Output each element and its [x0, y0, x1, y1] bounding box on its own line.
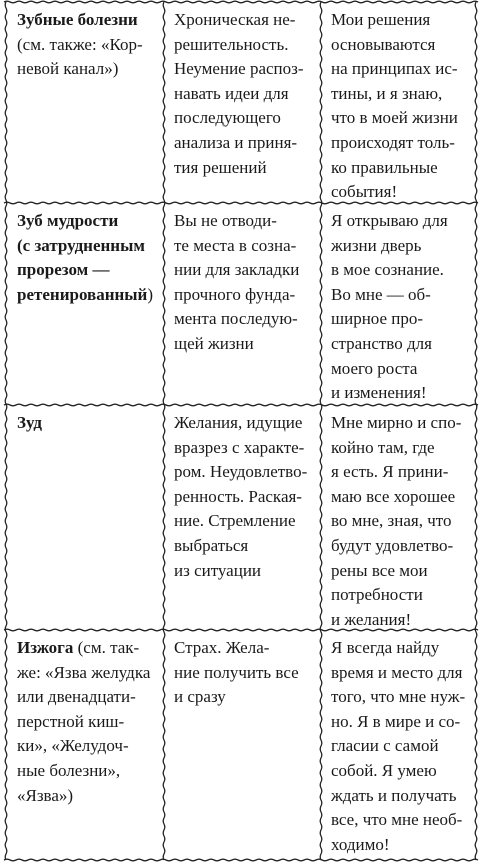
vertical-rule [475, 2, 477, 860]
vertical-rule [320, 2, 322, 860]
cause-cell: Вы не отводи- те места в созна- нии для закладки прочного фунда- мента последую- щей жизни [174, 211, 300, 353]
disease-note: (см. так- же: «Язва желудка или двенадцати- перстной киш- ки», «Желудоч- ные болезни», «Язва») [17, 638, 151, 805]
affirmation-cell: Я всегда найду время и место для того, что мне нуж- но. Я в мире и со- гласии с самой собой. Я умею ждать и получать все, что мне необ- ходимо! [331, 638, 466, 854]
disease-cell [9, 203, 161, 307]
affirmation-cell: Мне мирно и спо- койно там, где я есть. Я прини- маю все хорошее во мне, зная, что будут удовлетво- рены все мои потребности и желания! [331, 413, 462, 629]
affirmation-cell: Мои решения основываются на принципах ис- тины, и я знаю, что в моей жизни происходят толь- ко правильные события! [331, 10, 458, 202]
cause-cell: Желания, идущие вразрез с характе- ром. Неудовлетво- ренность. Раская- ние. Стремление выбраться из ситуации [174, 413, 308, 580]
disease-name: Зуб мудрости (с затрудненным прорезом — ретенированный [17, 211, 148, 304]
affirmation-cell: Я открываю для жизни дверь в мое сознание. Во мне — об- ширное про- странство для моего роста и изменения! [331, 211, 448, 403]
cause-cell: Страх. Жела- ние получить все и сразу [174, 638, 299, 707]
disease-name: Зуд [17, 413, 43, 432]
disease-cell [9, 2, 161, 82]
disease-note: (см. также: «Кор- невой канал») [17, 34, 143, 79]
cause-cell: Хроническая не- решительность. Неумение распоз- навать идеи для последующего анализа и приня- тия решений [174, 10, 304, 177]
disease-cell [9, 405, 161, 436]
vertical-rule [163, 2, 165, 860]
horizontal-rule [4, 859, 478, 861]
disease-cell [9, 630, 161, 808]
disease-name: Изжога [17, 638, 74, 657]
vertical-rule [5, 2, 7, 860]
disease-name: Зубные болезни [17, 10, 138, 29]
disease-note: ) [147, 284, 154, 304]
